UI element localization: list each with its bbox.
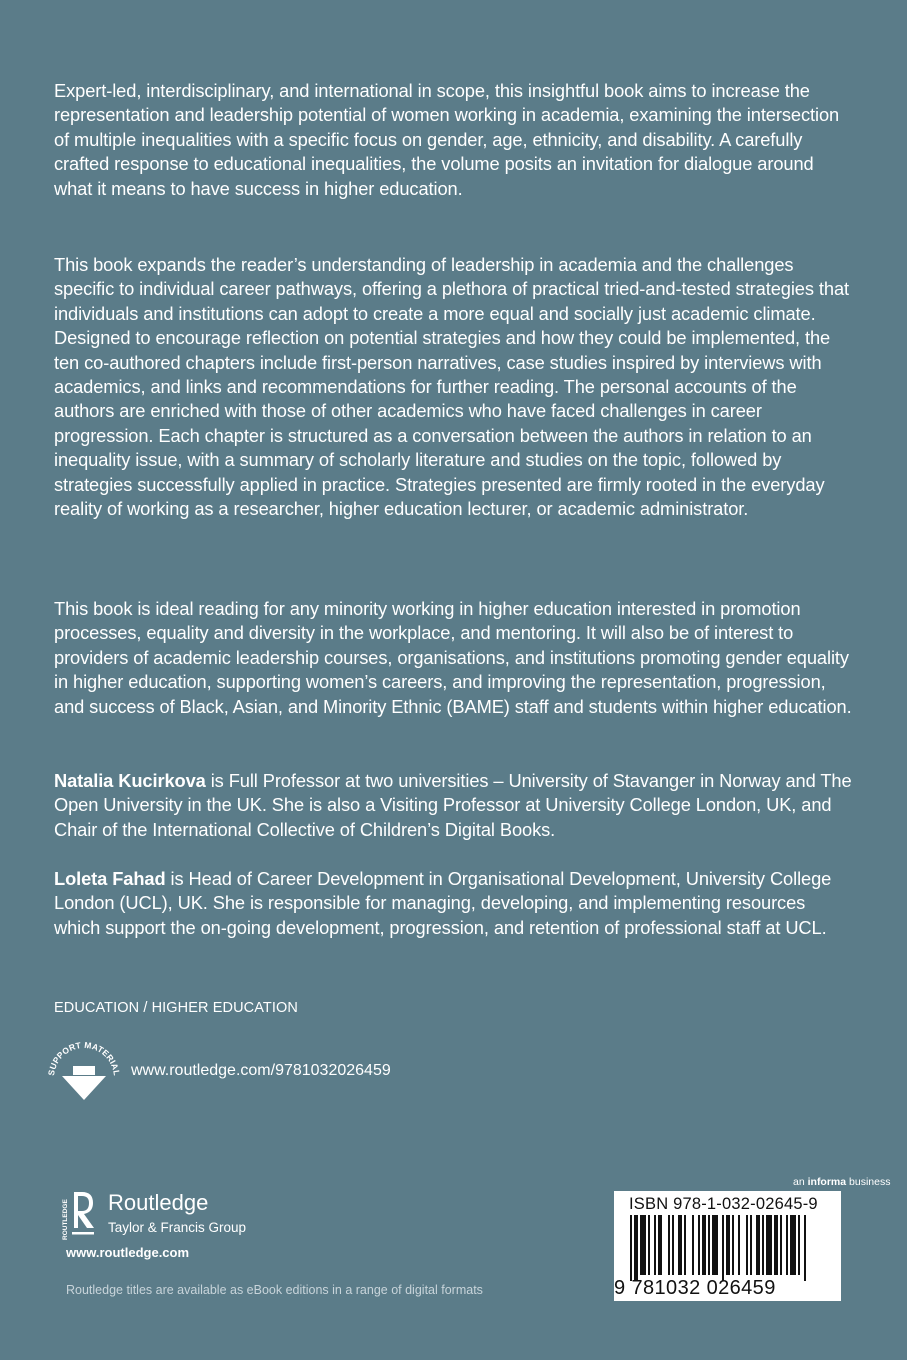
publisher-name: Routledge	[108, 1190, 209, 1215]
barcode-bar	[786, 1215, 788, 1275]
barcode-bar	[790, 1215, 796, 1275]
publisher-website-link[interactable]: www.routledge.com	[66, 1245, 190, 1260]
isbn-barcode	[614, 1191, 841, 1301]
logo-side-text: ROUTLEDGE	[62, 1199, 69, 1240]
barcode-bar	[762, 1215, 764, 1275]
barcode-bar	[692, 1215, 694, 1275]
barcode-bar	[738, 1215, 740, 1275]
barcode-bar	[732, 1215, 734, 1275]
barcode-bar	[780, 1215, 782, 1275]
barcode-bar	[804, 1215, 806, 1281]
barcode-bar	[668, 1215, 670, 1275]
barcode-bar	[746, 1215, 748, 1275]
description-paragraph-1: Expert-led, interdisciplinary, and international in scope, this insightful book aims to increase the representation and leadership potential of women working in academia, examining the intersection of multiple inequalities with a specific focus on gender, age, ethnicity, and disability. A carefully crafted response to educational inequalities, the volume posits an invitation for dialogue around what it means to have success in higher education.	[54, 80, 840, 199]
barcode-bar	[750, 1215, 752, 1275]
description-paragraph-3: This book is ideal reading for any minority working in higher education interested in promotion processes, equality and diversity in the workplace, and mentoring. It will also be of interest to providers of academic leadership courses, organisations, and institutions promoting gender equality in higher education, supporting women’s careers, and improving the representation, progression, and success of Black, Asian, and Minority Ethnic (BAME) staff and students within higher education.	[54, 598, 852, 717]
ebook-availability-note: Routledge titles are available as eBook editions in a range of digital formats	[66, 1283, 483, 1297]
informa-prefix: an	[793, 1176, 808, 1188]
support-badge-text: SUPPORT MATERIAL	[46, 1039, 122, 1077]
barcode-bar	[684, 1215, 686, 1275]
publisher-group: Taylor & Francis Group	[108, 1220, 247, 1235]
barcode-digits: 9 781032 026459	[614, 1277, 776, 1299]
barcode-bar	[722, 1215, 724, 1281]
barcode-bar	[712, 1215, 718, 1275]
description-paragraph-2: This book expands the reader’s understanding of leadership in academia and the challenges specific to individual career pathways, offering a plethora of practical tried-and-tested strategies that individuals and institutions can adopt to create a more equal and socially just academic climate. Designed to encourage reflection on potential strategies and how they could be implemented, the ten co-authored chapters include first-person narratives, case studies inspired by interviews with academics, and links and recommendations for further reading. The personal accounts of the authors are enriched with those of other academics who have faced challenges in career progression. Each chapter is structured as a conversation between the authors in relation to an inequality issue, with a summary of scholarly literature and studies on the topic, followed by strategies successfully applied in practice. Strategies presented are firmly rooted in the everyday reality of working as a researcher, higher education lecturer, or academic administrator.	[54, 254, 849, 520]
barcode-bar	[774, 1215, 778, 1275]
barcode-bar	[702, 1215, 706, 1275]
barcode-bar	[708, 1215, 710, 1275]
barcode-bar	[648, 1215, 650, 1275]
informa-business-label	[793, 1176, 890, 1188]
barcode-bar	[766, 1215, 772, 1275]
barcode-bar	[640, 1215, 646, 1275]
informa-suffix: business	[846, 1176, 891, 1188]
author-bio-text: is Full Professor at two universities – University of Stavanger in Norway and The Open University in the UK. She is also a Visiting Professor at University College London, UK, and Chair of the International Collective of Children’s Digital Books.	[54, 770, 852, 840]
author-name: Natalia Kucirkova	[54, 770, 206, 791]
isbn-number: ISBN 978-1-032-02645-9	[629, 1195, 818, 1213]
support-material-icon	[44, 1038, 124, 1102]
author-bio-kucirkova	[54, 769, 854, 842]
author-name: Loleta Fahad	[54, 868, 166, 889]
barcode-bar	[678, 1215, 682, 1275]
barcode-bar	[658, 1215, 662, 1275]
author-bio-text: is Head of Career Development in Organisational Development, University College London (UCL), UK. She is responsible for managing, developing, and implementing resources which support the on-going development, progression, and retention of professional staff at UCL.	[54, 868, 832, 938]
routledge-logo-icon	[60, 1188, 96, 1244]
informa-brand: informa	[807, 1176, 847, 1188]
barcode-bar	[798, 1215, 800, 1275]
barcode-bar	[634, 1215, 638, 1281]
barcode-bar	[672, 1215, 674, 1275]
barcode-bar	[726, 1215, 730, 1275]
barcode-bar	[698, 1215, 700, 1275]
barcode-bar	[654, 1215, 656, 1275]
barcode-bar	[630, 1215, 632, 1281]
subject-category: EDUCATION / HIGHER EDUCATION	[54, 1000, 298, 1016]
author-bio-fahad	[54, 867, 854, 940]
barcode-bar	[756, 1215, 760, 1275]
support-material-link[interactable]: www.routledge.com/9781032026459	[131, 1062, 391, 1079]
